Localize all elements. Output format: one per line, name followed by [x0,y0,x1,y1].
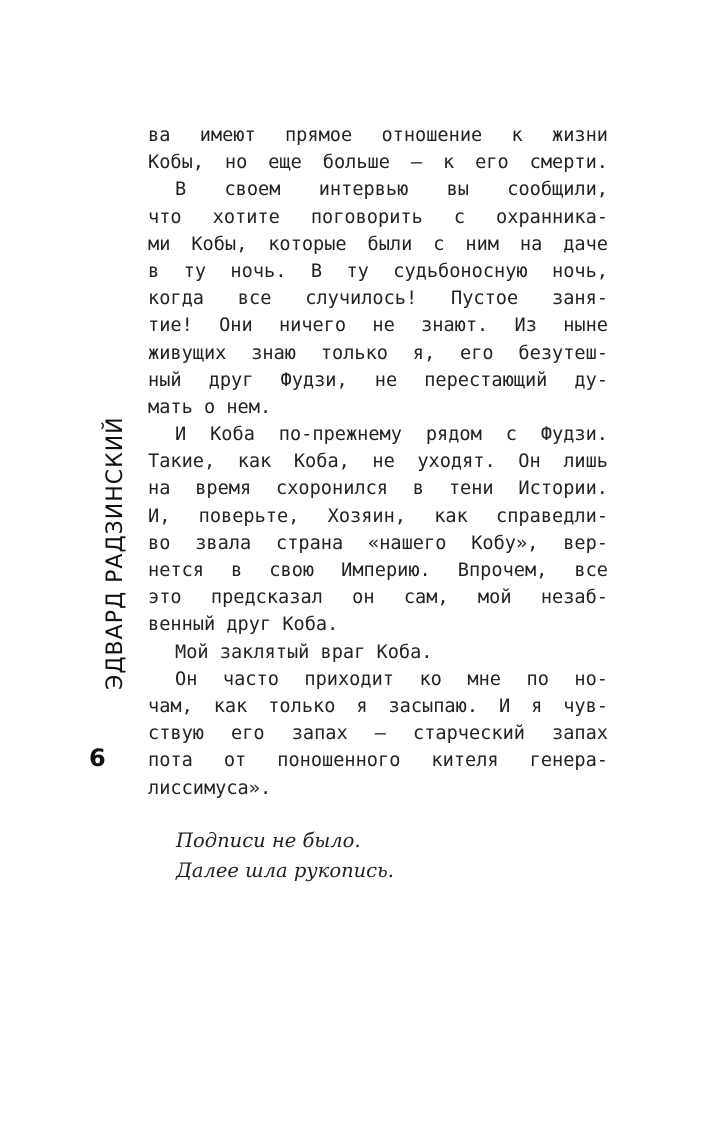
text-line: тие! Они ничего не знают. Из ныне [148,315,608,337]
text-line: ва имеют прямое отношение к жизни [148,125,608,146]
afterword-note [176,826,394,886]
text-line: нется в свою Империю. Впрочем, все [148,560,608,581]
text-line: живущих знаю только я, его безутеш- [148,342,608,364]
text-line: ми Кобы, которые были с ним на даче [148,233,608,255]
text-line: ствую его запах — старческий запах [148,723,608,745]
text-line: чам, как только я засыпаю. И я чув- [148,695,608,717]
text-line: во звала страна «нашего Кобу», вер- [148,532,608,554]
text-line: Мой заклятый враг Коба. [175,641,433,663]
running-head [0,0,128,1123]
text-line: на время схоронился в тени Истории. [148,478,608,500]
text-line: пота от поношенного кителя генера- [148,750,608,772]
body-text [148,122,608,802]
afterword-line: Далее шла рукопись. [176,859,394,882]
text-line: в ту ночь. В ту судьбоносную ночь, [148,260,608,282]
text-line: И Коба по-прежнему рядом с Фудзи. [175,424,608,446]
author-name [103,416,128,690]
author-last-name: РАДЗИНСКИЙ [103,416,128,583]
text-line: венный друг Коба. [148,614,339,636]
text-line: что хотите поговорить с охранника- [148,206,608,228]
text-line: Он часто приходит ко мне по но- [175,668,608,690]
text-line: мать о нем. [148,396,272,418]
text-line: лиссимуса». [148,777,272,799]
text-line: Кобы, но еще больше — к его смерти. [148,152,608,174]
text-line: это предсказал он сам, мой незаб- [148,587,608,609]
text-line: Такие, как Коба, не уходят. Он лишь [148,451,608,473]
text-line: И, поверьте, Хозяин, как справедли- [148,505,608,527]
text-line: ный друг Фудзи, не перестающий ду- [148,369,608,391]
text-line: В своем интервью вы сообщили, [175,179,608,201]
text-line: когда все случилось! Пустое заня- [148,288,608,310]
afterword-line: Подписи не было. [176,829,361,852]
page-number: 6 [89,744,106,772]
author-first-name: ЭДВАРД [103,582,128,690]
